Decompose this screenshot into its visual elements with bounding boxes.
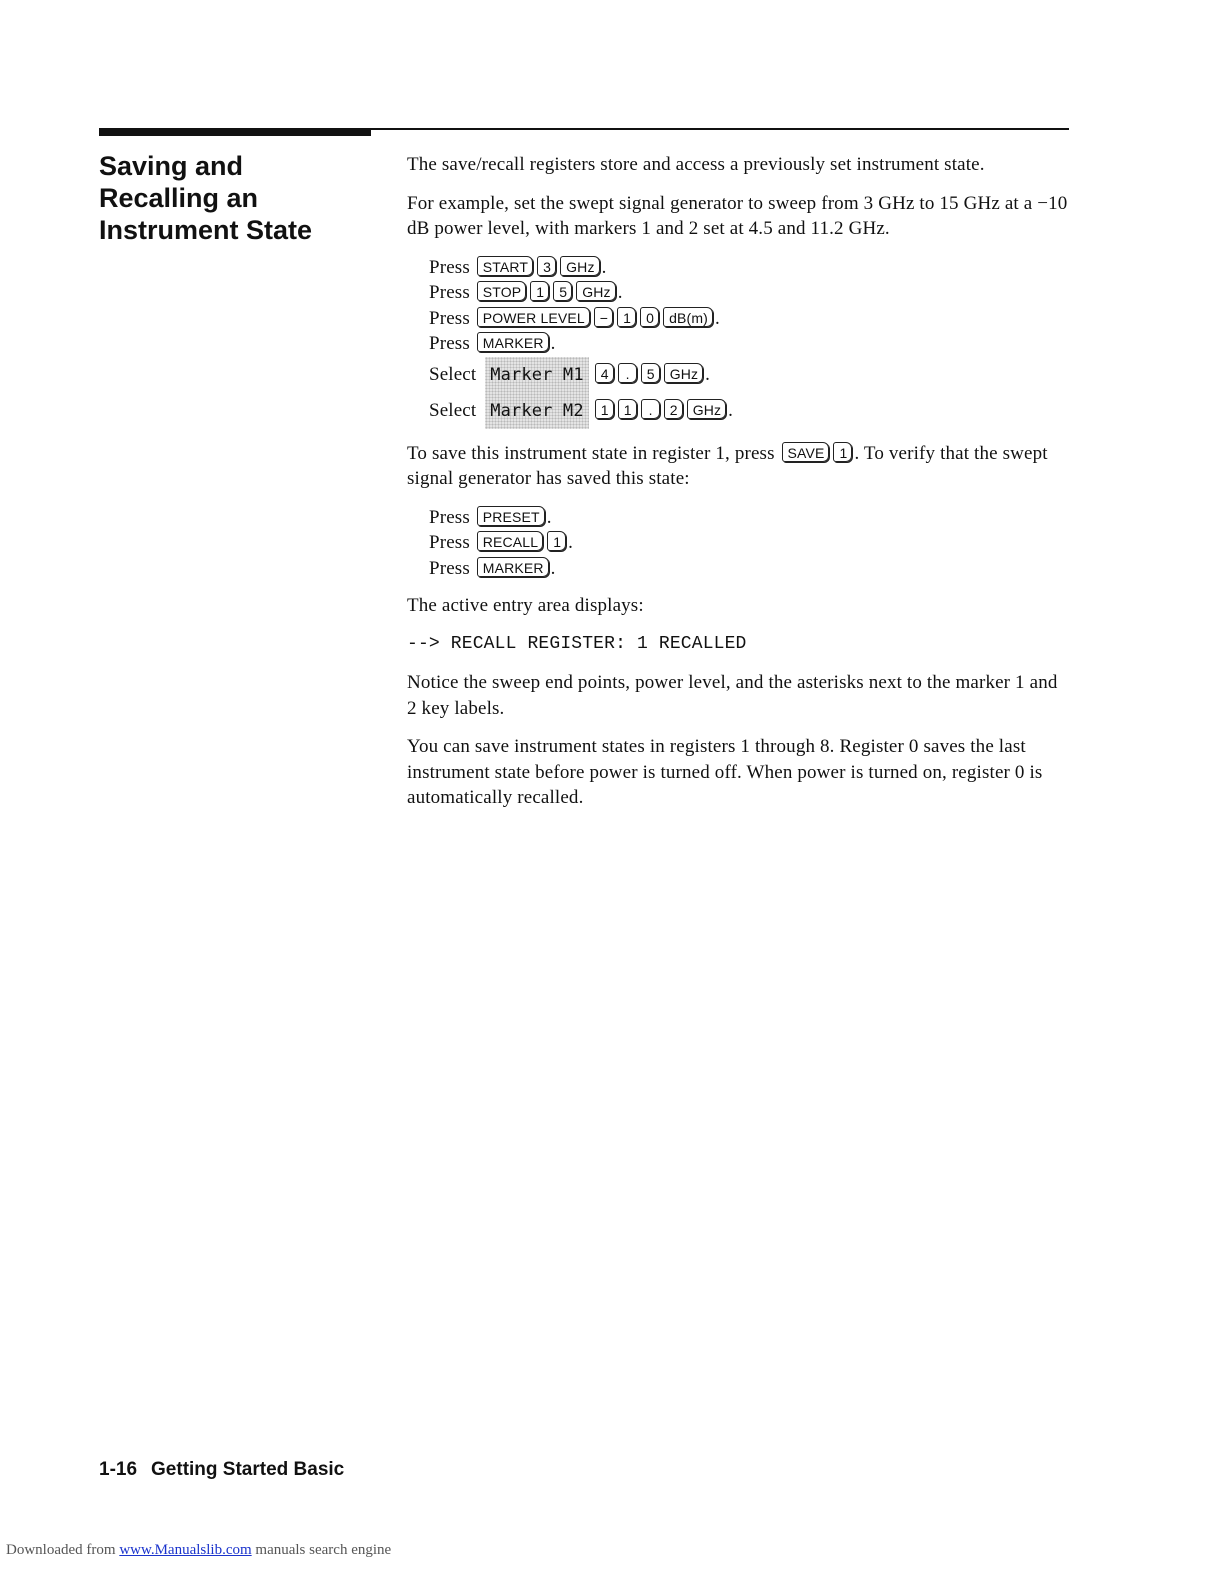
key-1[interactable]: 1 (617, 307, 636, 327)
step-period: . (601, 256, 607, 278)
instruction-step (429, 331, 1072, 357)
step-verb: Press (429, 532, 470, 553)
manualslib-link[interactable]: www.Manualslib.com (119, 1542, 252, 1558)
key-ghz[interactable]: GHz (576, 281, 615, 301)
save-text-pre: To save this instrument state in register 1, press (407, 442, 775, 464)
footer-title: Getting Started Basic (151, 1459, 345, 1480)
verify-steps (429, 505, 1072, 582)
step-verb: Press (429, 557, 470, 579)
key-4[interactable]: 4 (595, 363, 614, 383)
key-0[interactable]: 0 (640, 307, 659, 327)
section-title (99, 150, 389, 246)
key-save[interactable]: SAVE (782, 442, 830, 462)
key-decimal[interactable]: . (641, 399, 660, 419)
key-1[interactable]: 1 (833, 442, 852, 462)
page-number: 1-16 (99, 1459, 138, 1480)
step-verb: Press (429, 333, 470, 354)
section-body (407, 152, 1072, 824)
key-marker[interactable]: MARKER (477, 332, 549, 352)
step-verb: Press (429, 506, 470, 528)
step-period: . (550, 557, 556, 579)
example-paragraph: For example, set the swept signal generator to sweep from 3 GHz to 15 GHz at a −10 dB power level, with markers 1 and 2 set at 4.5 and 11.2 GHz. (407, 192, 1068, 239)
section-title-line: Instrument State (99, 215, 313, 245)
section-rule-thick (99, 128, 371, 136)
step-period: . (617, 282, 623, 303)
page-footer (99, 1459, 344, 1481)
section-title-line: Recalling an (99, 183, 259, 213)
step-verb: Select (429, 363, 477, 385)
key-1[interactable]: 1 (618, 399, 637, 419)
save-text-post: . To verify that the swept signal generator has saved this state: (407, 442, 1048, 489)
key-ghz[interactable]: GHz (560, 256, 599, 276)
step-verb: Select (429, 399, 477, 421)
instruction-step (429, 530, 1072, 556)
key-preset[interactable]: PRESET (477, 506, 545, 526)
download-note (6, 1542, 391, 1559)
instruction-step (429, 556, 1072, 582)
section-title-line: Saving and (99, 151, 244, 181)
section-rule-thin (371, 128, 1069, 130)
instruction-step (429, 306, 1072, 332)
key-marker[interactable]: MARKER (477, 557, 549, 577)
key-1[interactable]: 1 (530, 281, 549, 301)
save-paragraph (407, 441, 1072, 492)
step-period: . (705, 363, 711, 385)
key-2[interactable]: 2 (664, 399, 683, 419)
key-3[interactable]: 3 (537, 256, 556, 276)
instruction-step (429, 255, 1072, 281)
key-5[interactable]: 5 (553, 281, 572, 301)
key-minus[interactable]: − (594, 307, 613, 327)
download-prefix: Downloaded from (6, 1542, 116, 1558)
notice-paragraph: Notice the sweep end points, power level, and the asterisks next to the marker 1 and 2 key labels. (407, 672, 1058, 719)
instruction-step (429, 280, 1072, 306)
key-1[interactable]: 1 (547, 531, 566, 551)
key-power-level[interactable]: POWER LEVEL (477, 307, 590, 327)
step-period: . (728, 399, 734, 421)
key-5[interactable]: 5 (641, 363, 660, 383)
step-period: . (550, 333, 556, 354)
display-intro: The active entry area displays: (407, 595, 644, 616)
softkey-label[interactable]: Marker M1 (485, 357, 588, 393)
step-period: . (715, 307, 720, 329)
key-ghz[interactable]: GHz (664, 363, 703, 383)
step-verb: Press (429, 307, 470, 329)
registers-paragraph: You can save instrument states in registers 1 through 8. Register 0 saves the last instrument state before power is turned off. When power is turned on, register 0 is automatically recalled. (407, 736, 1043, 808)
step-period: . (546, 506, 552, 528)
key-decimal[interactable]: . (618, 363, 637, 383)
step-verb: Press (429, 256, 470, 278)
key-stop[interactable]: STOP (477, 281, 526, 301)
key-ghz[interactable]: GHz (687, 399, 726, 419)
instruction-step (429, 393, 1072, 429)
setup-steps (429, 255, 1072, 429)
softkey-label[interactable]: Marker M2 (485, 393, 588, 429)
key-recall[interactable]: RECALL (477, 531, 543, 551)
display-text: --> RECALL REGISTER: 1 RECALLED (407, 633, 747, 654)
download-suffix: manuals search engine (255, 1542, 392, 1558)
intro-paragraph: The save/recall registers store and access a previously set instrument state. (407, 154, 985, 175)
instruction-step (429, 357, 1072, 393)
step-period: . (568, 532, 574, 553)
save-key-sequence (780, 443, 855, 464)
key-1[interactable]: 1 (595, 399, 614, 419)
key-start[interactable]: START (477, 256, 533, 276)
instruction-step (429, 505, 1072, 531)
step-verb: Press (429, 282, 470, 303)
key-db-m[interactable]: dB(m) (663, 307, 713, 327)
